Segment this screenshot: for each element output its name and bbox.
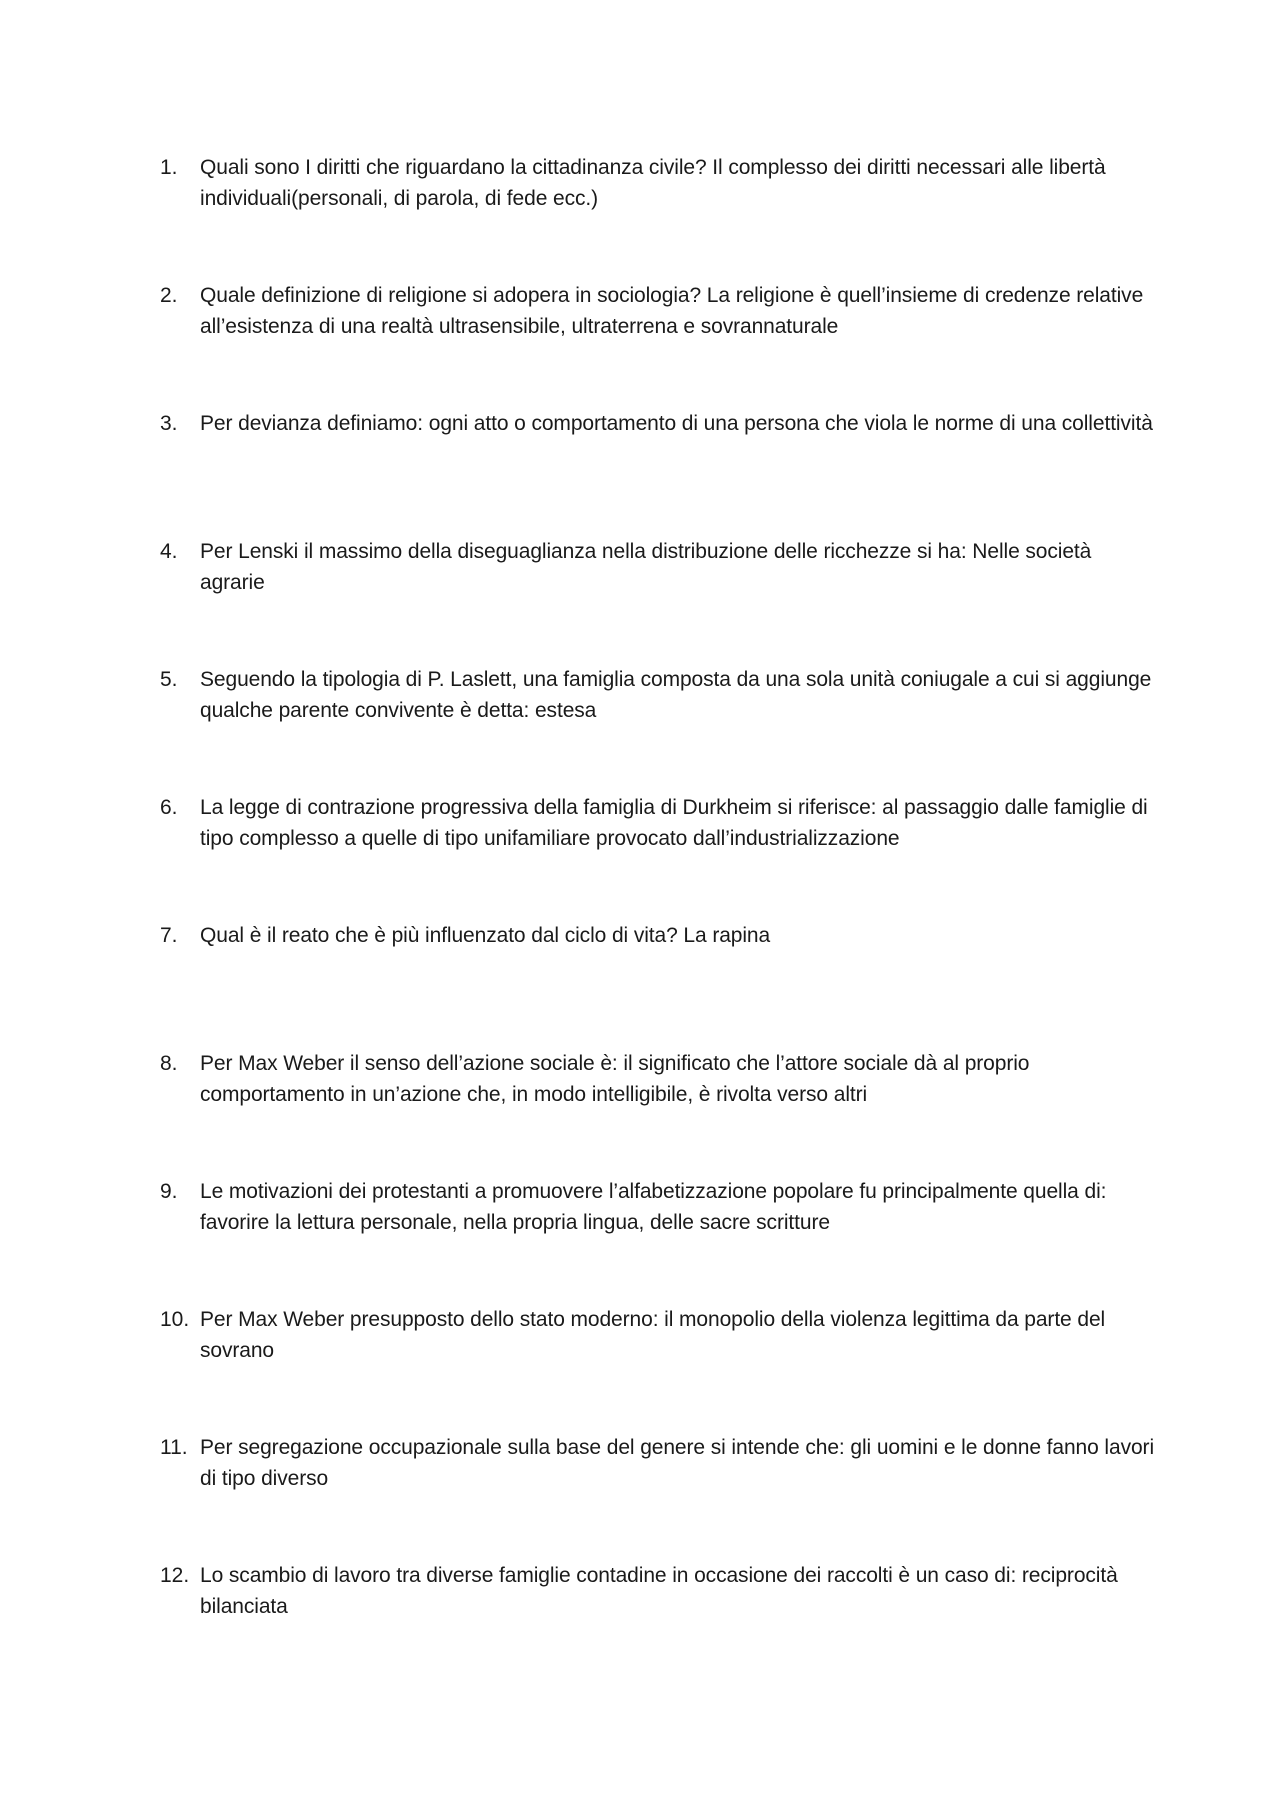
item-text: Per segregazione occupazionale sulla base del genere si intende che: gli uomini e le donne fanno lavori di tipo diverso — [200, 1436, 1155, 1490]
item-text: Seguendo la tipologia di P. Laslett, una famiglia composta da una sola unità coniugale a cui si aggiunge qualche parente convivente è detta: estesa — [200, 668, 1152, 722]
item-number: 8. — [160, 1052, 178, 1075]
question-list — [160, 152, 1160, 1688]
item-text: La legge di contrazione progressiva della famiglia di Durkheim si riferisce: al passaggio dalle famiglie di tipo complesso a quelle di tipo unifamiliare provocato dall’industrializzazione — [200, 796, 1148, 850]
item-number: 6. — [160, 796, 178, 819]
list-item — [160, 280, 1160, 408]
item-number: 2. — [160, 284, 178, 307]
list-item — [160, 1304, 1160, 1432]
item-number: 7. — [160, 924, 178, 947]
item-number: 5. — [160, 668, 178, 691]
item-text: Qual è il reato che è più influenzato dal ciclo di vita? La rapina — [200, 924, 771, 947]
list-item — [160, 408, 1160, 536]
item-text: Lo scambio di lavoro tra diverse famiglie contadine in occasione dei raccolti è un caso di: reciprocità bilanciata — [200, 1564, 1118, 1618]
item-number: 3. — [160, 412, 178, 435]
list-item — [160, 1432, 1160, 1560]
item-text: Quale definizione di religione si adopera in sociologia? La religione è quell’insieme di credenze relative all’esistenza di una realtà ultrasensibile, ultraterrena e sovrannaturale — [200, 284, 1144, 338]
list-item — [160, 920, 1160, 1048]
item-number: 12. — [160, 1564, 190, 1587]
item-number: 10. — [160, 1308, 190, 1331]
item-text: Per Max Weber presupposto dello stato moderno: il monopolio della violenza legittima da parte del sovrano — [200, 1308, 1106, 1362]
item-number: 11. — [160, 1436, 188, 1459]
list-item — [160, 152, 1160, 280]
item-text: Per Lenski il massimo della diseguaglianza nella distribuzione delle ricchezze si ha: Nelle società agrarie — [200, 540, 1092, 594]
list-item — [160, 1048, 1160, 1176]
list-item — [160, 1560, 1160, 1688]
item-text: Quali sono I diritti che riguardano la cittadinanza civile? Il complesso dei diritti necessari alle libertà individuali(personali, di parola, di fede ecc.) — [200, 156, 1106, 210]
list-item — [160, 536, 1160, 664]
item-text: Le motivazioni dei protestanti a promuovere l’alfabetizzazione popolare fu principalmente quella di: favorire la lettura personale, nella propria lingua, delle sacre scritture — [200, 1180, 1107, 1234]
list-item — [160, 1176, 1160, 1304]
list-item — [160, 664, 1160, 792]
item-number: 9. — [160, 1180, 178, 1203]
item-text: Per devianza definiamo: ogni atto o comportamento di una persona che viola le norme di una collettività — [200, 412, 1153, 435]
item-number: 1. — [160, 156, 178, 179]
item-text: Per Max Weber il senso dell’azione sociale è: il significato che l’attore sociale dà al proprio comportamento in un’azione che, in modo intelligibile, è rivolta verso altri — [200, 1052, 1030, 1106]
item-number: 4. — [160, 540, 178, 563]
list-item — [160, 792, 1160, 920]
